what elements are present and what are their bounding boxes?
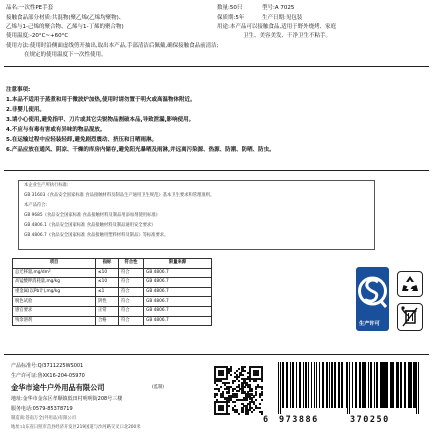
table-cell: ≤10 xyxy=(96,278,119,288)
barcode-bar xyxy=(359,362,361,408)
barcode-bar xyxy=(376,362,378,408)
qr-module xyxy=(214,395,216,397)
barcode-lead-digit: 6 xyxy=(263,415,269,425)
table-cell: GB 4806.7 xyxy=(144,268,212,278)
barcode-bar xyxy=(308,362,309,408)
barcode-bar xyxy=(396,362,398,408)
usage-line: 使用方法:使用时沿侧面虚线剪开抽出,取出本产品,手部清洁后佩戴,确保接触食品前清洁; xyxy=(6,43,219,49)
qr-module xyxy=(234,405,236,407)
standards-title: 本企业生产所执行标准: xyxy=(24,183,69,188)
barcode-bar xyxy=(416,362,417,414)
company-name-suffix: (监制) xyxy=(152,385,164,390)
standard-number: 产品标准号:Q/3711225WS001 xyxy=(11,363,84,369)
qr-module xyxy=(238,376,240,378)
qr-module xyxy=(228,413,230,415)
table-header-cell: 限量来源 xyxy=(144,259,212,269)
barcode-bar xyxy=(303,362,304,408)
barcode-bar xyxy=(299,362,301,408)
table-cell: 残余溶剂 xyxy=(13,316,96,326)
barcode-bar xyxy=(287,362,288,408)
qr-module xyxy=(236,395,238,397)
qr-module xyxy=(232,390,234,392)
barcode-bar xyxy=(292,362,294,408)
table-cell: ≤1 xyxy=(96,287,119,297)
table-cell: GB 4806.7 xyxy=(144,287,212,297)
barcode-bar xyxy=(349,362,350,414)
qr-module xyxy=(255,393,257,395)
barcode-bar xyxy=(305,362,307,408)
table-cell: ≤10 xyxy=(96,268,119,278)
qr-module xyxy=(232,382,234,384)
qr-module xyxy=(261,393,263,395)
notes-item: 6.产品应放在通风、阴凉、干燥的库房内储存,避免阳光暴晒及雨淋,并远离污染源、热源、防潮、防晒、防虫。 xyxy=(6,147,275,153)
barcode-bar xyxy=(383,362,385,408)
divider-middle xyxy=(4,170,429,171)
notes-item: 4.不应与有毒有害或有异味的物品混放。 xyxy=(6,127,106,133)
qr-module xyxy=(261,399,263,401)
production-date: 生产日期:见包装 xyxy=(262,15,303,21)
barcode-bar xyxy=(418,362,419,414)
qr-module xyxy=(234,380,236,382)
barcode-bar xyxy=(392,362,394,408)
model: 型号:A 7025 xyxy=(262,5,295,11)
qr-module xyxy=(234,401,236,403)
qr-module xyxy=(257,374,259,376)
table-row xyxy=(13,287,212,297)
qr-module xyxy=(255,399,257,401)
barcode-bar xyxy=(408,362,410,408)
standards-line: GB 4806.1《食品安全国家标准 食品接触材料及制品通用安全要求》 xyxy=(24,223,156,228)
standards-line: GB 31603《食品安全国家标准 食品接触材料及制品生产通用卫生规范》基本卫生要求和管理准则。 xyxy=(24,193,215,198)
purpose-line: 用途:本产品可以接触食品,适用于野外烧烤、家庭 xyxy=(217,24,337,30)
barcode-bar xyxy=(386,362,388,408)
qr-module xyxy=(251,411,253,413)
qr-module xyxy=(228,391,230,393)
standards-line: 本产品符合: xyxy=(24,203,47,208)
barcode-bar xyxy=(322,362,324,408)
qr-module xyxy=(243,370,245,372)
barcode-bar xyxy=(380,362,382,408)
table-cell: 符合 xyxy=(119,268,144,278)
qr-module xyxy=(226,378,228,380)
table-row xyxy=(13,297,212,307)
barcode-right-digits: 370250 xyxy=(350,415,390,425)
qr-module xyxy=(238,368,240,370)
barcode-bar xyxy=(346,362,348,408)
barcode-bar xyxy=(326,362,328,408)
barcode-bar xyxy=(390,362,392,408)
barcode-bar xyxy=(311,362,312,408)
company-address: 地址:金华市金东区孝顺镇低田村明明街208号三楼 xyxy=(11,396,123,402)
qr-module xyxy=(243,366,245,368)
qr-module xyxy=(259,403,261,405)
barcode-bar xyxy=(334,362,336,408)
shelf-life: 保质期:5年 xyxy=(217,15,245,21)
table-cell: 总迁移量,mg/dm² xyxy=(13,268,96,278)
table-header-cell: 项目 xyxy=(13,259,96,269)
recycle-icon xyxy=(397,271,423,297)
notes-item: 3.请小心使用,避免指甲、刀片或其它尖锐物品割破本品,导致泄漏,影响使用。 xyxy=(6,117,195,123)
product-name: 品名:一次性PE手套 xyxy=(6,5,54,11)
barcode-bar xyxy=(319,362,321,408)
table-row xyxy=(13,306,212,316)
notes-item: 5.在运输过程中应轻装轻卸,避免剧烈震动、挤压和日晒雨淋。 xyxy=(6,137,158,143)
company-name: 金华市途牛户外用品有限公司 xyxy=(11,383,105,392)
barcode-left-digits: 973886 xyxy=(279,415,319,425)
table-cell: 重金属(以Pb计),mg/kg xyxy=(13,287,96,297)
barcode-bar xyxy=(352,362,353,408)
table-cell: GB 4806.7 xyxy=(144,297,212,307)
table-cell: 阴性 xyxy=(96,297,119,307)
barcode-bar xyxy=(296,362,298,408)
service-phone: 服务电话:0579-85378719 xyxy=(11,406,73,412)
table-cell: GB 4806.7 xyxy=(144,306,212,316)
qr-module xyxy=(222,409,224,411)
table-row xyxy=(13,268,212,278)
manufacturer-address: 地址:山东省日照市莒县经济开发区219国道与沙河路交叉口北200米 xyxy=(11,425,141,430)
material-line: 接触食品部分材质:共混物(聚乙烯(乙烯均聚物)、 xyxy=(6,15,125,21)
barcode-bar xyxy=(362,362,364,408)
table-cell: 正常 xyxy=(96,306,119,316)
purpose-line-cont: 卫生、美容美发、干净卫生不粘手。 xyxy=(243,33,332,39)
table-cell: 符合 xyxy=(119,287,144,297)
qr-code xyxy=(214,366,263,415)
barcode-bar xyxy=(365,362,366,408)
qr-module xyxy=(218,390,220,392)
barcode-bar xyxy=(374,362,376,408)
barcode-bar xyxy=(370,362,372,408)
qr-module xyxy=(236,370,238,372)
qr-module xyxy=(255,380,257,382)
quantity: 数量:50只 xyxy=(217,5,243,11)
qr-module xyxy=(243,386,245,388)
qr-module xyxy=(230,370,232,372)
barcode-bar xyxy=(410,362,412,408)
material-line-cont: 乙烯与1-己烯的聚合物、乙烯与1-丁烯的聚合物) xyxy=(6,24,124,30)
divider-bottom xyxy=(4,354,429,355)
table-header-cell: 符合性 xyxy=(119,259,144,269)
barcode-bar xyxy=(331,362,333,408)
table-cell: 符合 xyxy=(119,278,144,288)
manufacturer: 制造商:苍南万全(外用品)有限公司 xyxy=(11,416,76,421)
qr-module xyxy=(261,388,263,390)
qs-badge xyxy=(356,267,389,331)
qr-module xyxy=(238,390,240,392)
standards-line: GB 4806.7《食品安全国家标准 食品接触用塑料材料及制品》等标准要求。 xyxy=(24,233,169,238)
barcode-bar xyxy=(329,362,330,408)
qr-module xyxy=(230,374,232,376)
table-cell: 合格 xyxy=(96,316,119,326)
qs-label: 生产许可 xyxy=(359,321,380,327)
qr-module xyxy=(241,411,243,413)
table-cell: 感官要求 xyxy=(13,306,96,316)
barcode-bar xyxy=(404,362,406,408)
qs-logo-icon xyxy=(356,267,389,321)
qr-module xyxy=(216,393,218,395)
qr-module xyxy=(216,384,218,386)
table-cell: GB 4806.7 xyxy=(144,316,212,326)
notes-title: 注意事项: xyxy=(6,87,31,93)
qr-module xyxy=(253,409,255,411)
table-cell: 符合 xyxy=(119,297,144,307)
standards-line: GB 9685《食品安全国家标准 食品接触材料及制品用添加剂使用标准》 xyxy=(24,213,160,218)
table-header-cell: 指标 xyxy=(96,259,119,269)
notes-item: 1.本品不适用于蒸煮和用于微波炉加热,使用时请勿置于明火或高温物体附近。 xyxy=(6,97,196,103)
trash-bin-icon xyxy=(397,303,423,331)
barcode-bar xyxy=(341,362,343,408)
barcode-bar xyxy=(400,362,402,408)
qr-module xyxy=(255,388,257,390)
test-table xyxy=(12,258,212,326)
qr-module xyxy=(222,374,224,376)
qr-module xyxy=(259,407,261,409)
barcode xyxy=(272,362,422,412)
notes-item: 2.非婴儿使用。 xyxy=(6,107,45,113)
barcode-bar xyxy=(368,362,369,408)
barcode-bar xyxy=(413,362,415,408)
barcode-bar xyxy=(316,362,318,408)
table-header-row xyxy=(13,259,212,269)
qr-module xyxy=(249,380,251,382)
barcode-bar xyxy=(280,362,281,414)
divider-top xyxy=(4,66,429,67)
qr-module xyxy=(247,413,249,415)
qr-module xyxy=(228,382,230,384)
qr-module xyxy=(238,413,240,415)
qr-module xyxy=(245,399,247,401)
usage-line-cont: 在规定的使用温度下一次性使用。 xyxy=(24,52,107,58)
qr-module xyxy=(251,390,253,392)
qr-module xyxy=(228,401,230,403)
qr-module xyxy=(253,395,255,397)
qr-module xyxy=(261,380,263,382)
barcode-bar xyxy=(355,362,357,408)
table-cell: 脱色试验 xyxy=(13,297,96,307)
table-row xyxy=(13,316,212,326)
qr-module xyxy=(238,380,240,382)
temperature-line: 使用温度:-20°C~+60°C xyxy=(6,33,69,39)
qr-module xyxy=(259,395,261,397)
barcode-bar xyxy=(278,362,279,414)
table-cell: 符合 xyxy=(119,316,144,326)
barcode-bar xyxy=(282,362,284,408)
table-row xyxy=(13,278,212,288)
license-number: 生产许可证:鲁XK16-204-05970 xyxy=(11,373,85,379)
qr-module xyxy=(241,374,243,376)
qr-module xyxy=(220,386,222,388)
qr-module xyxy=(228,405,230,407)
table-cell: GB 4806.7 xyxy=(144,278,212,288)
table-cell: 高锰酸钾消耗量,mg/kg xyxy=(13,278,96,288)
table-cell: 符合 xyxy=(119,306,144,316)
barcode-bar xyxy=(338,362,340,408)
